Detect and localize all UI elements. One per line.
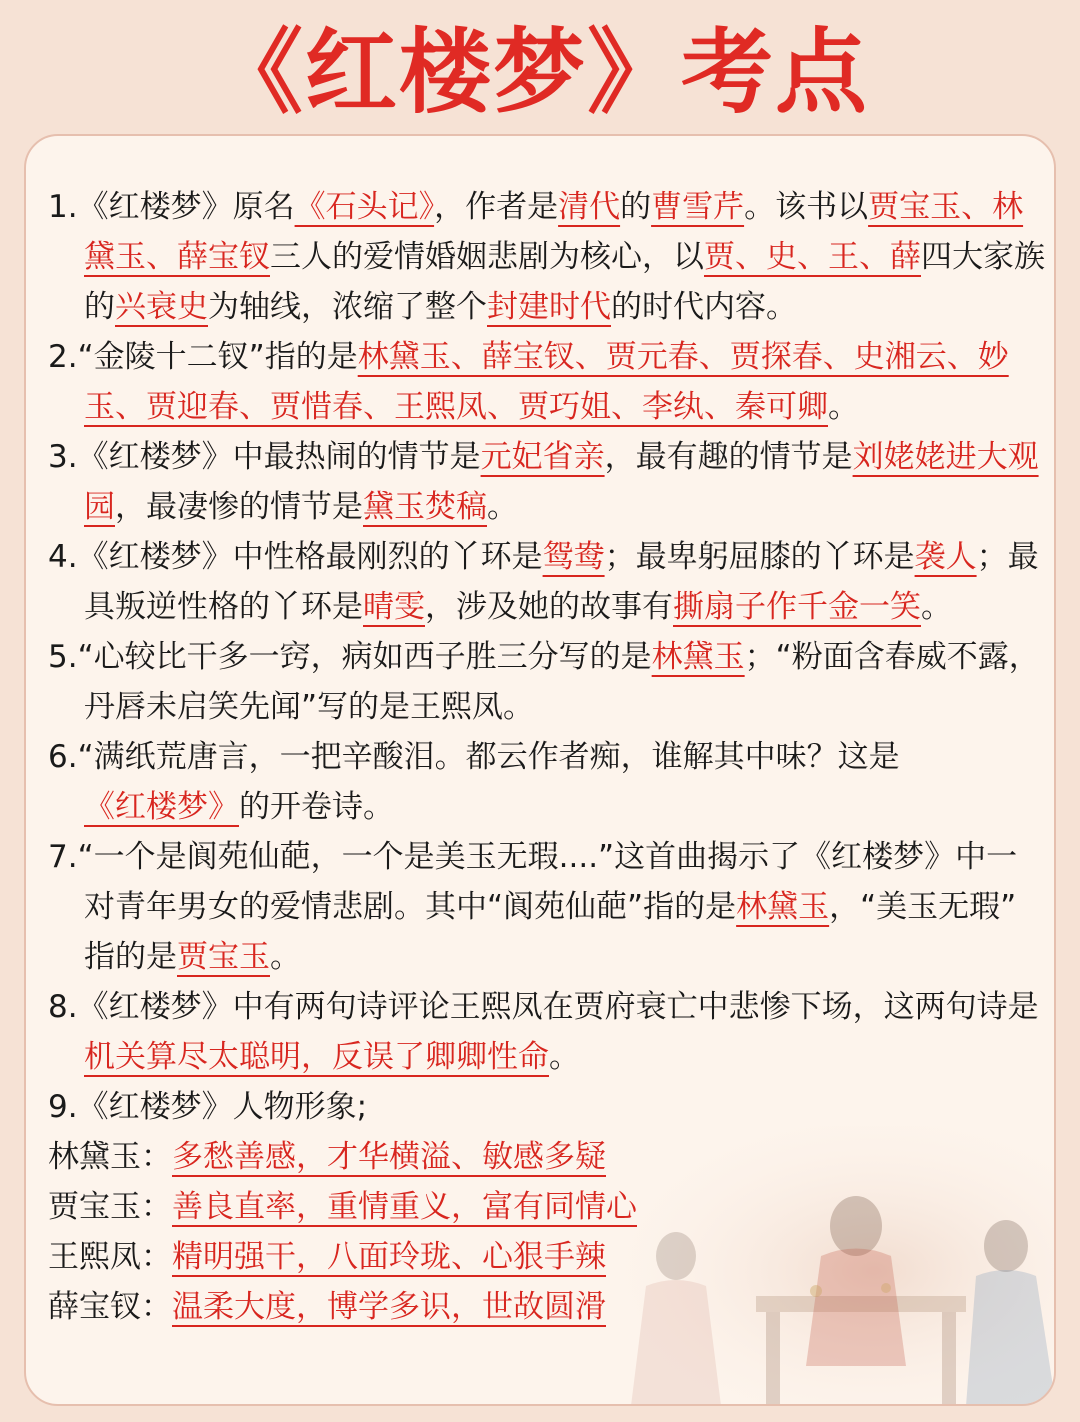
point-text: 的时代内容。 bbox=[611, 289, 797, 325]
point-text: 的 bbox=[620, 189, 652, 225]
point-number: 5. bbox=[48, 639, 78, 675]
highlight-answer: 元妃省亲 bbox=[480, 439, 605, 475]
point-text: ；最卑躬屈膝的丫环是 bbox=[604, 539, 915, 575]
point-item-2 bbox=[48, 332, 1048, 432]
highlight-answer: 机关算尽太聪明，反误了卿卿性命 bbox=[84, 1039, 549, 1075]
highlight-answer: 贾宝玉、林黛玉、薛宝钗 bbox=[84, 189, 1024, 275]
point-text: 为轴线，浓缩了整个 bbox=[208, 289, 487, 325]
point-text: 。该书以 bbox=[744, 189, 869, 225]
point-number: 1. bbox=[48, 189, 78, 225]
character-traits: 精明强干，八面玲珑、心狠手辣 bbox=[172, 1239, 606, 1275]
point-text: “金陵十二钗”指的是 bbox=[77, 339, 358, 375]
point-text: 《红楼梦》中最热闹的情节是 bbox=[77, 439, 481, 475]
point-number: 9. bbox=[48, 1089, 78, 1125]
point-text: 三人的爱情婚姻悲剧为核心，以 bbox=[270, 239, 704, 275]
highlight-answer: 《石头记》 bbox=[294, 189, 435, 225]
point-text: 。 bbox=[487, 489, 518, 525]
point-number: 6. bbox=[48, 739, 78, 775]
point-text: 四大家族的 bbox=[84, 239, 1045, 325]
point-item-4 bbox=[48, 532, 1048, 632]
highlight-answer: 兴衰史 bbox=[115, 289, 208, 325]
highlight-answer: 贾、史、王、薛 bbox=[704, 239, 921, 275]
point-text: 《红楼梦》中有两句诗评论王熙凤在贾府衰亡中悲惨下场，这两句诗是 bbox=[77, 989, 1039, 1025]
point-text: ，作者是 bbox=[434, 189, 559, 225]
content-card bbox=[24, 134, 1056, 1406]
point-item-3 bbox=[48, 432, 1048, 532]
highlight-answer: 晴雯 bbox=[363, 589, 425, 625]
highlight-answer: 清代 bbox=[558, 189, 621, 225]
character-name: 林黛玉： bbox=[48, 1139, 172, 1175]
highlight-answer: 袭人 bbox=[914, 539, 977, 575]
highlight-answer: 封建时代 bbox=[487, 289, 611, 325]
point-item-5 bbox=[48, 632, 1048, 732]
character-traits: 温柔大度，博学多识，世故圆滑 bbox=[172, 1289, 606, 1325]
point-text: ，最凄惨的情节是 bbox=[115, 489, 363, 525]
highlight-answer: 林黛玉 bbox=[736, 889, 830, 925]
point-text: ，“美玉无瑕” 指的是 bbox=[84, 889, 1017, 975]
point-text: 《红楼梦》原名 bbox=[77, 189, 295, 225]
point-text: “心较比干多一窍，病如西子胜三分写的是 bbox=[77, 639, 652, 675]
highlight-answer: 林黛玉 bbox=[651, 639, 745, 675]
point-text: ；最具叛逆性格的丫环是 bbox=[84, 539, 1039, 625]
character-name: 薛宝钗： bbox=[48, 1289, 172, 1325]
point-item-7 bbox=[48, 832, 1048, 982]
highlight-answer: 撕扇子作千金一笑 bbox=[673, 589, 921, 625]
highlight-answer: 曹雪芹 bbox=[651, 189, 745, 225]
point-item-1 bbox=[48, 182, 1048, 332]
point-text: 。 bbox=[921, 589, 952, 625]
highlight-answer: 鸳鸯 bbox=[542, 539, 605, 575]
point-text: ，涉及她的故事有 bbox=[425, 589, 673, 625]
character-trait-row bbox=[48, 1182, 1048, 1232]
page-title: 《红楼梦》考点 bbox=[210, 19, 869, 126]
highlight-answer: 刘姥姥进大观园 bbox=[84, 439, 1039, 525]
point-text: 。 bbox=[828, 389, 859, 425]
point-text: “一个是阆苑仙葩，一个是美玉无瑕....”这首曲揭示了《红楼梦》中一对青年男女的爱情悲剧。其中“阆苑仙葩”指的是 bbox=[77, 839, 1018, 925]
highlight-answer: 黛玉焚稿 bbox=[363, 489, 487, 525]
point-item-6 bbox=[48, 732, 1048, 832]
character-traits: 善良直率，重情重义，富有同情心 bbox=[172, 1189, 637, 1225]
point-number: 2. bbox=[48, 339, 78, 375]
character-trait-row bbox=[48, 1132, 1048, 1182]
highlight-answer: 贾宝玉 bbox=[177, 939, 270, 975]
point-text: ；“粉面含春威不露，丹唇未启笑先闻”写的是王熙凤。 bbox=[84, 639, 1040, 725]
point-text: 的开卷诗。 bbox=[239, 789, 394, 825]
highlight-answer: 《红楼梦》 bbox=[84, 789, 239, 825]
character-traits: 多愁善感，才华横溢、敏感多疑 bbox=[172, 1139, 606, 1175]
point-item-8 bbox=[48, 982, 1048, 1082]
point-number: 7. bbox=[48, 839, 78, 875]
point-text: 。 bbox=[270, 939, 301, 975]
content-list bbox=[48, 182, 1048, 1332]
point-item-9 bbox=[48, 1082, 1048, 1132]
point-number: 4. bbox=[48, 539, 78, 575]
point-text: “满纸荒唐言，一把辛酸泪。都云作者痴，谁解其中味？这是 bbox=[77, 739, 900, 775]
character-trait-row bbox=[48, 1282, 1048, 1332]
point-text: 《红楼梦》中性格最刚烈的丫环是 bbox=[77, 539, 543, 575]
point-text: ，最有趣的情节是 bbox=[604, 439, 853, 475]
point-number: 8. bbox=[48, 989, 78, 1025]
character-name: 贾宝玉： bbox=[48, 1189, 172, 1225]
highlight-answer: 林黛玉、薛宝钗、贾元春、贾探春、史湘云、妙玉、贾迎春、贾惜春、王熙凤、贾巧姐、李纨、秦可卿 bbox=[84, 339, 1009, 425]
point-number: 3. bbox=[48, 439, 78, 475]
point-text: 。 bbox=[549, 1039, 580, 1075]
point-text: 《红楼梦》人物形象; bbox=[77, 1089, 368, 1125]
character-name: 王熙凤： bbox=[48, 1239, 172, 1275]
character-trait-row bbox=[48, 1232, 1048, 1282]
